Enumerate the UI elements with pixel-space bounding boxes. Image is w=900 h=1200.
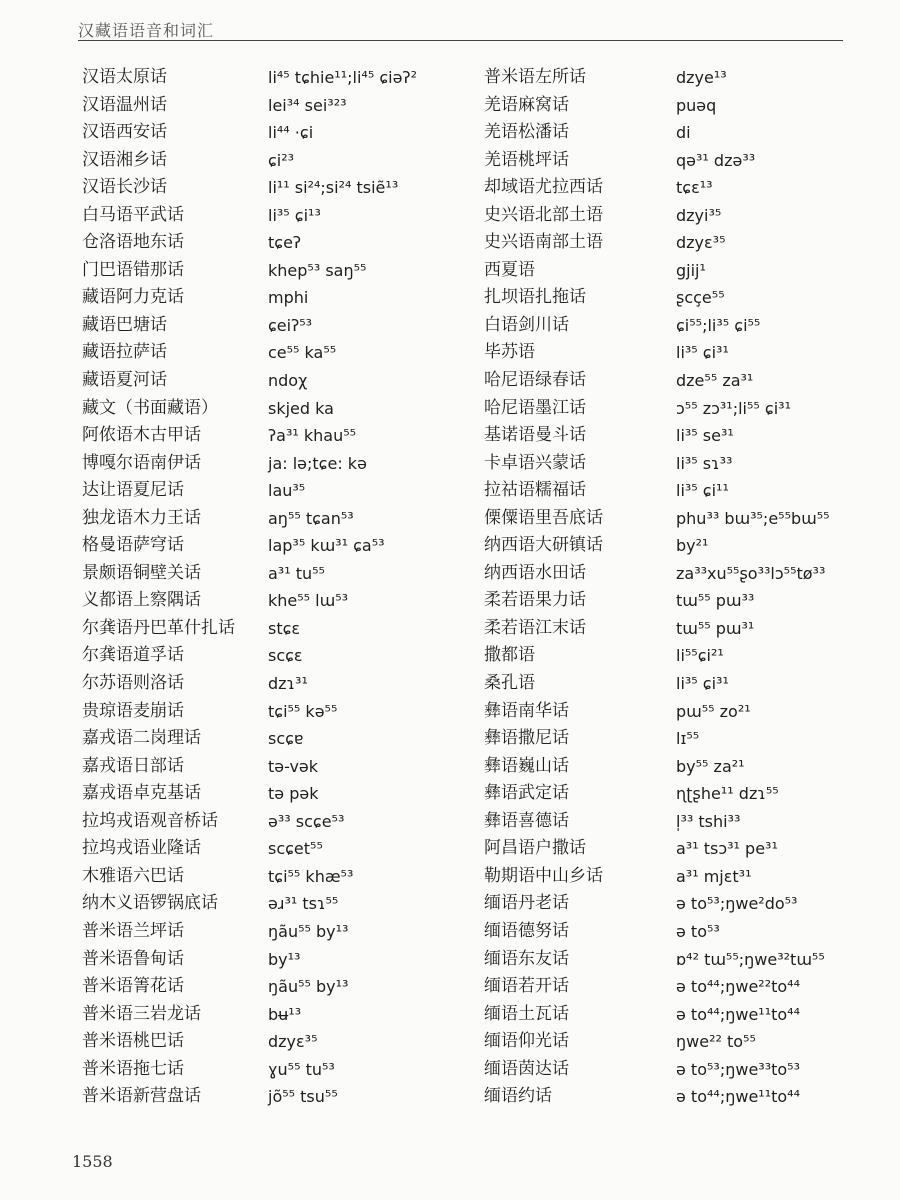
word-form: tə-vək [268,756,319,776]
left-form-column [268,64,417,1111]
header-rule [78,40,843,41]
dialect-name: 史兴语南部土语 [484,232,603,253]
dialect-name: 桑孔语 [484,673,535,694]
word-form: ə to⁵³;ŋwe²do⁵³ [676,894,798,914]
dialect-name: 彝语撒尼话 [484,728,569,749]
word-form: pɯ⁵⁵ zo²¹ [676,701,751,721]
dialect-name: 仓洛语地东话 [82,232,184,253]
right-form-column [676,64,830,1111]
word-form: ɕi²³ [268,150,295,170]
dialect-name: 汉语太原话 [82,67,167,87]
dialect-name: 嘉戎语二岗理话 [82,728,201,749]
word-form: dze⁵⁵ za³¹ [676,371,754,391]
word-form: skjed ka [268,398,334,418]
dialect-name: 缅语丹老话 [484,893,569,914]
dialect-name: 藏文（书面藏语） [82,397,218,418]
dialect-name: 藏语阿力克话 [82,287,184,308]
word-form: li⁴⁵ tɕhie¹¹;li⁴⁵ ɕiəʔ² [268,68,417,87]
dialect-name: 木雅语六巴话 [82,865,184,886]
word-form: phu³³ bɯ³⁵;e⁵⁵bɯ⁵⁵ [676,508,830,528]
dialect-name: 彝语巍山话 [484,755,569,776]
word-form: jõ⁵⁵ tsu⁵⁵ [268,1087,338,1107]
dialect-name: 博嘎尔语南伊话 [82,452,201,473]
word-form: tɯ⁵⁵ pɯ³¹ [676,618,755,638]
dialect-name: 彝语喜德话 [484,810,569,831]
word-form: dzye¹³ [676,68,727,87]
dialect-name: 西夏语 [484,259,535,280]
dialect-name: 缅语土瓦话 [484,1003,569,1024]
dialect-name: 普米语左所话 [484,67,586,87]
dialect-name: 尔龚语道孚话 [82,645,184,666]
dialect-name: 汉语长沙话 [82,177,167,198]
word-form: ŋãu⁵⁵ by¹³ [268,921,349,941]
word-form: li¹¹ si²⁴;si²⁴ tsiẽ¹³ [268,178,399,198]
word-form: ʔa³¹ khau⁵⁵ [268,426,357,446]
dialect-name: 哈尼语绿春话 [484,370,586,391]
dialect-name: 汉语温州话 [82,94,167,115]
word-form: scɕɐ [268,729,304,749]
word-form: li⁴⁴ ·ɕi [268,123,314,143]
dialect-name: 独龙语木力王话 [82,507,201,528]
dialect-name: 嘉戎语日部话 [82,755,184,776]
word-form: khe⁵⁵ lɯ⁵³ [268,591,349,611]
word-form: by¹³ [268,949,301,969]
dialect-name: 彝语武定话 [484,783,569,804]
word-form: a³¹ mjɛt³¹ [676,866,752,886]
word-form: qə³¹ dzə³³ [676,150,756,170]
running-header: 汉藏语语音和词汇 [78,21,215,40]
word-form: ɕi⁵⁵;li³⁵ ɕi⁵⁵ [676,315,761,335]
word-form: li³⁵ se³¹ [676,426,734,446]
dialect-name: 藏语巴塘话 [82,314,167,335]
word-form: l̩³³ tshi³³ [676,811,741,831]
word-form: ɳʈʂhe¹¹ dzɿ⁵⁵ [676,784,779,804]
dialect-name: 阿昌语户撒话 [484,838,586,859]
word-form: di [676,123,691,143]
dialect-name: 普米语鲁甸话 [82,948,184,969]
word-form: aŋ⁵⁵ tɕan⁵³ [268,508,354,528]
dialect-name: 羌语桃坪话 [484,149,569,170]
dialect-name: 缅语东友话 [484,948,569,969]
word-form: ndoχ [268,371,308,391]
dialect-name: 普米语三岩龙话 [82,1003,201,1024]
dialect-name: 普米语拖七话 [82,1058,184,1079]
word-form: dzyɛ³⁵ [676,233,726,253]
word-form: by⁵⁵ za²¹ [676,756,745,776]
dialect-name: 毕苏语 [484,342,535,363]
word-form: ə to⁴⁴;ŋwe¹¹to⁴⁴ [676,1004,800,1024]
dialect-name: 扎坝语扎拖话 [484,287,586,308]
dialect-name: 卡卓语兴蒙话 [484,452,586,473]
dialect-name: 阿侬语木古甲话 [82,425,201,446]
dialect-name: 嘉戎语卓克基话 [82,783,201,804]
dialect-name: 白马语平武话 [82,204,184,225]
dialect-name: 尔苏语则洛话 [82,673,184,694]
dialect-name: 哈尼语墨江话 [484,397,586,418]
dialect-name: 景颇语铜壁关话 [82,562,201,583]
word-form: li³⁵ ɕi³¹ [676,674,729,694]
word-form: dzɿ³¹ [268,674,308,694]
dialect-name: 羌语麻窝话 [484,94,569,115]
word-form: a³¹ tu⁵⁵ [268,563,325,583]
word-form: ŋwe²² to⁵⁵ [676,1032,756,1052]
dialect-name: 白语剑川话 [484,314,569,335]
word-form: tɕi⁵⁵ kə⁵⁵ [268,701,338,721]
word-form: ə to⁴⁴;ŋwe¹¹to⁴⁴ [676,1087,800,1107]
dialect-name: 却域语尤拉西话 [484,177,603,198]
word-form: bʉ¹³ [268,1004,302,1024]
dialect-name: 尔龚语丹巴革什扎话 [82,617,235,638]
word-form: li⁵⁵ɕi²¹ [676,646,724,666]
word-form: za³³xu⁵⁵ʂo³³lɔ⁵⁵tø³³ [676,563,826,583]
word-form: a³¹ tsɔ³¹ pe³¹ [676,839,778,859]
dialect-name: 缅语仰光话 [484,1031,569,1052]
dialect-name: 拉祜语糯福话 [484,480,586,501]
dialect-name: 格曼语萨穹话 [82,535,184,556]
word-form: puəq [676,95,717,115]
dialect-name: 纳西语水田话 [484,562,586,583]
dialect-name: 普米语桃巴话 [82,1031,184,1052]
dialect-name: 缅语德努话 [484,920,569,941]
right-term-column [484,64,603,1111]
word-form: dzyi³⁵ [676,205,722,225]
word-form: ɕeiʔ⁵³ [268,315,313,335]
dialect-name: 贵琼语麦崩话 [82,700,184,721]
dialect-name: 缅语约话 [484,1086,552,1107]
dialect-name: 柔若语果力话 [484,590,586,611]
word-form: ŋãu⁵⁵ by¹³ [268,977,349,997]
word-form: tə pək [268,784,319,804]
word-form: scɕet⁵⁵ [268,839,323,859]
dialect-name: 普米语兰坪话 [82,920,184,941]
word-form: lɪ⁵⁵ [676,729,700,749]
dialect-name: 普米语新营盘话 [82,1086,201,1107]
word-form: ce⁵⁵ ka⁵⁵ [268,343,337,363]
dialect-name: 达让语夏尼话 [82,480,184,501]
word-form: li³⁵ ɕi¹¹ [676,481,729,501]
word-form: khep⁵³ saŋ⁵⁵ [268,260,367,280]
word-form: tɕi⁵⁵ khæ⁵³ [268,866,354,886]
dialect-name: 藏语拉萨话 [82,342,167,363]
dialect-name: 史兴语北部土语 [484,204,603,225]
word-form: tɕeʔ [268,233,302,253]
word-form: tɕɛ¹³ [676,178,713,198]
dialect-name: 羌语松潘话 [484,122,569,143]
dialect-name: 缅语若开话 [484,976,569,997]
dialect-name: 柔若语江末话 [484,617,586,638]
word-form: li³⁵ ɕi³¹ [676,343,729,363]
dialect-name: 义都语上察隅话 [82,590,201,611]
word-form: əɹ³¹ tsɿ⁵⁵ [268,894,339,914]
dialect-name: 勒期语中山乡话 [484,865,603,886]
word-form: ɔ⁵⁵ zɔ³¹;li⁵⁵ ɕi³¹ [676,398,791,418]
dialect-name: 藏语夏河话 [82,370,167,391]
word-form: lap³⁵ kɯ³¹ ɕa⁵³ [268,536,385,556]
dialect-name: 撒都语 [484,645,535,666]
dialect-name: 彝语南华话 [484,700,569,721]
word-form: gjij¹ [676,260,706,280]
dialect-name: 基诺语曼斗话 [484,425,586,446]
dialect-name: 汉语湘乡话 [82,149,167,170]
dialect-name: 傈僳语里吾底话 [484,507,603,528]
word-form: ɒ⁴² tɯ⁵⁵;ŋwe³²tɯ⁵⁵ [676,949,825,969]
word-form: ə to⁵³ [676,921,720,941]
word-form: lau³⁵ [268,481,306,501]
word-form: ʂcçe⁵⁵ [676,288,725,308]
word-form: li³⁵ ɕi¹³ [268,205,321,225]
word-form: dzyɛ³⁵ [268,1032,318,1052]
left-term-column [82,64,235,1111]
dialect-name: 拉坞戎语观音桥话 [82,810,218,831]
word-form: stɕɛ [268,618,301,638]
word-form: scɕɛ [268,646,303,666]
dialect-name: 纳木义语锣锅底话 [82,893,218,914]
dialect-name: 汉语西安话 [82,122,167,143]
word-form: ə³³ scɕe⁵³ [268,811,345,831]
word-form: lei³⁴ sei³²³ [268,95,347,115]
word-form: ɣu⁵⁵ tu⁵³ [268,1059,335,1079]
word-form: by²¹ [676,536,709,556]
dialect-name: 拉坞戎语业隆话 [82,838,201,859]
word-form: li³⁵ sɿ³³ [676,453,733,473]
dialect-name: 纳西语大研镇话 [484,535,603,556]
dialect-name: 普米语箐花话 [82,976,184,997]
word-form: tɯ⁵⁵ pɯ³³ [676,591,755,611]
word-form: ə to⁵³;ŋwe³³to⁵³ [676,1059,800,1079]
word-form: ja: lə;tɕe: kə [268,453,367,473]
word-form: mphi [268,288,309,308]
dialect-name: 缅语茵达话 [484,1058,569,1079]
page-number: 1558 [72,1152,113,1171]
word-form: ə to⁴⁴;ŋwe²²to⁴⁴ [676,977,800,997]
dialect-name: 门巴语错那话 [82,259,184,280]
